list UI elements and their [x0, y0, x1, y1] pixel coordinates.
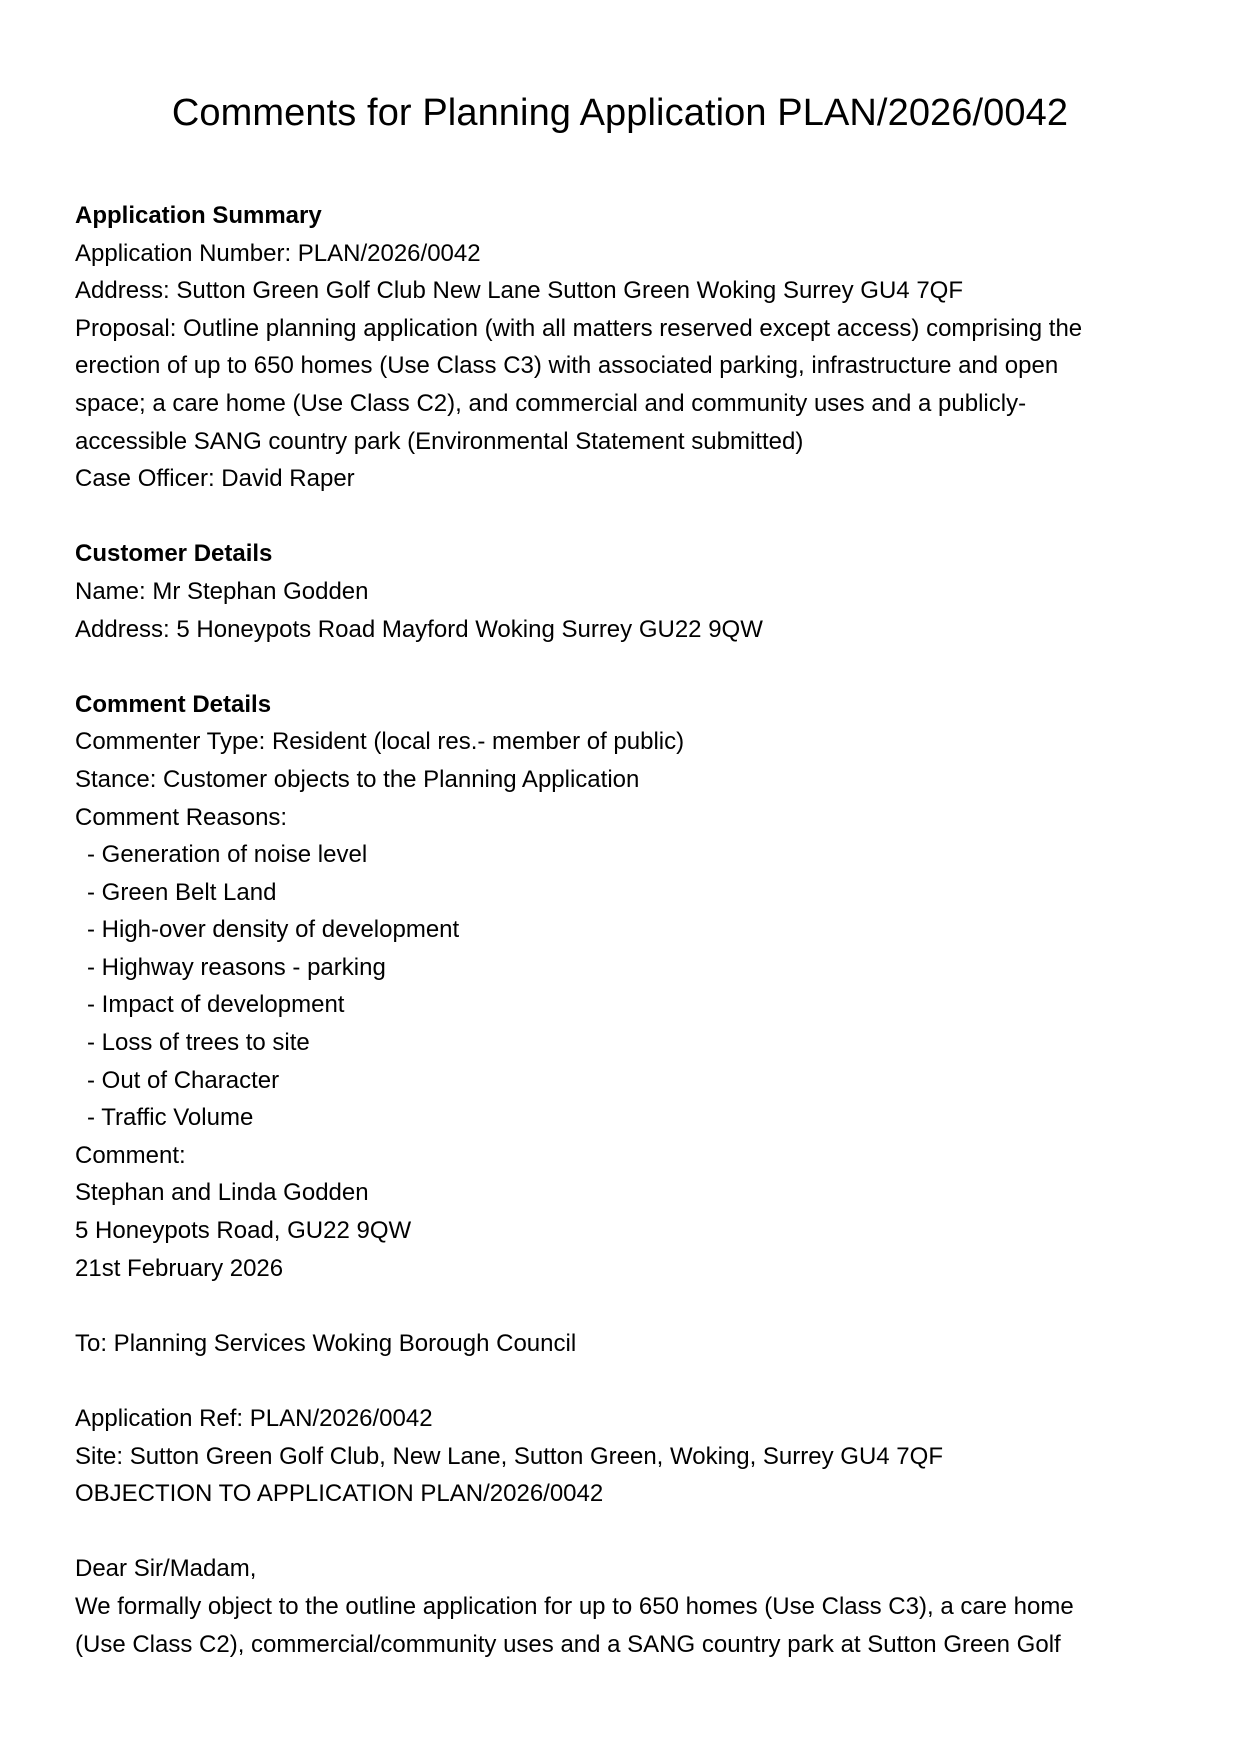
- comment-reason-item: - Traffic Volume: [87, 1104, 254, 1132]
- comment-reason-item: - High-over density of development: [87, 916, 460, 944]
- letter-body-line: (Use Class C2), commercial/community uses and a SANG country park at Sutton Green Golf: [75, 1630, 1061, 1658]
- letter-date: 21st February 2026: [75, 1254, 284, 1282]
- section-gap: [75, 498, 1165, 536]
- comment-reason-item: - Generation of noise level: [87, 841, 368, 869]
- letter-gap: [75, 1362, 1165, 1400]
- letter-site: Site: Sutton Green Golf Club, New Lane, Sutton Green, Woking, Surrey GU4 7QF: [75, 1442, 943, 1470]
- stance: Stance: Customer objects to the Planning Application: [75, 765, 640, 793]
- document-page: [75, 92, 1165, 1663]
- application-summary-section: [75, 197, 1165, 498]
- application-summary-heading: Application Summary: [75, 202, 322, 229]
- letter-recipient: To: Planning Services Woking Borough Council: [75, 1329, 577, 1357]
- comment-reason-item: - Impact of development: [87, 991, 345, 1019]
- letter-body-line: We formally object to the outline application for up to 650 homes (Use Class C3), a care home: [75, 1592, 1074, 1620]
- proposal-line: accessible SANG country park (Environmental Statement submitted): [75, 427, 804, 455]
- proposal-line: Proposal: Outline planning application (with all matters reserved except access) comprising the: [75, 314, 1083, 342]
- letter-salutation: Dear Sir/Madam,: [75, 1555, 257, 1583]
- proposal-line: space; a care home (Use Class C2), and commercial and community uses and a publicly-: [75, 389, 1027, 417]
- comment-reason-item: - Out of Character: [87, 1066, 280, 1094]
- comment-details-section: [75, 686, 1165, 1175]
- comment-label: Comment:: [75, 1141, 186, 1169]
- sender-address: 5 Honeypots Road, GU22 9QW: [75, 1217, 412, 1245]
- comment-reason-item: - Highway reasons - parking: [87, 953, 386, 981]
- page-title: Comments for Planning Application PLAN/2026/0042: [171, 92, 1069, 134]
- application-number: Application Number: PLAN/2026/0042: [75, 239, 481, 267]
- comment-reason-item: - Green Belt Land: [87, 878, 277, 906]
- proposal-line: erection of up to 650 homes (Use Class C3) with associated parking, infrastructure and open: [75, 352, 1059, 380]
- application-address: Address: Sutton Green Golf Club New Lane Sutton Green Woking Surrey GU4 7QF: [75, 277, 963, 305]
- customer-address: Address: 5 Honeypots Road Mayford Woking Surrey GU22 9QW: [75, 615, 763, 643]
- section-gap: [75, 648, 1165, 686]
- letter-gap: [75, 1513, 1165, 1551]
- comment-reasons-label: Comment Reasons:: [75, 803, 288, 831]
- commenter-type: Commenter Type: Resident (local res.- member of public): [75, 728, 685, 756]
- letter-gap: [75, 1287, 1165, 1325]
- customer-details-heading: Customer Details: [75, 540, 273, 568]
- comment-details-heading: Comment Details: [75, 690, 272, 718]
- case-officer: Case Officer: David Raper: [75, 465, 355, 493]
- letter-application-ref: Application Ref: PLAN/2026/0042: [75, 1405, 433, 1432]
- customer-name: Name: Mr Stephan Godden: [75, 577, 369, 605]
- comment-reason-item: - Loss of trees to site: [87, 1029, 310, 1057]
- objection-letter: [75, 1174, 1165, 1663]
- customer-details-section: [75, 535, 1165, 648]
- sender-name: Stephan and Linda Godden: [75, 1179, 369, 1207]
- objection-title: OBJECTION TO APPLICATION PLAN/2026/0042: [75, 1480, 604, 1508]
